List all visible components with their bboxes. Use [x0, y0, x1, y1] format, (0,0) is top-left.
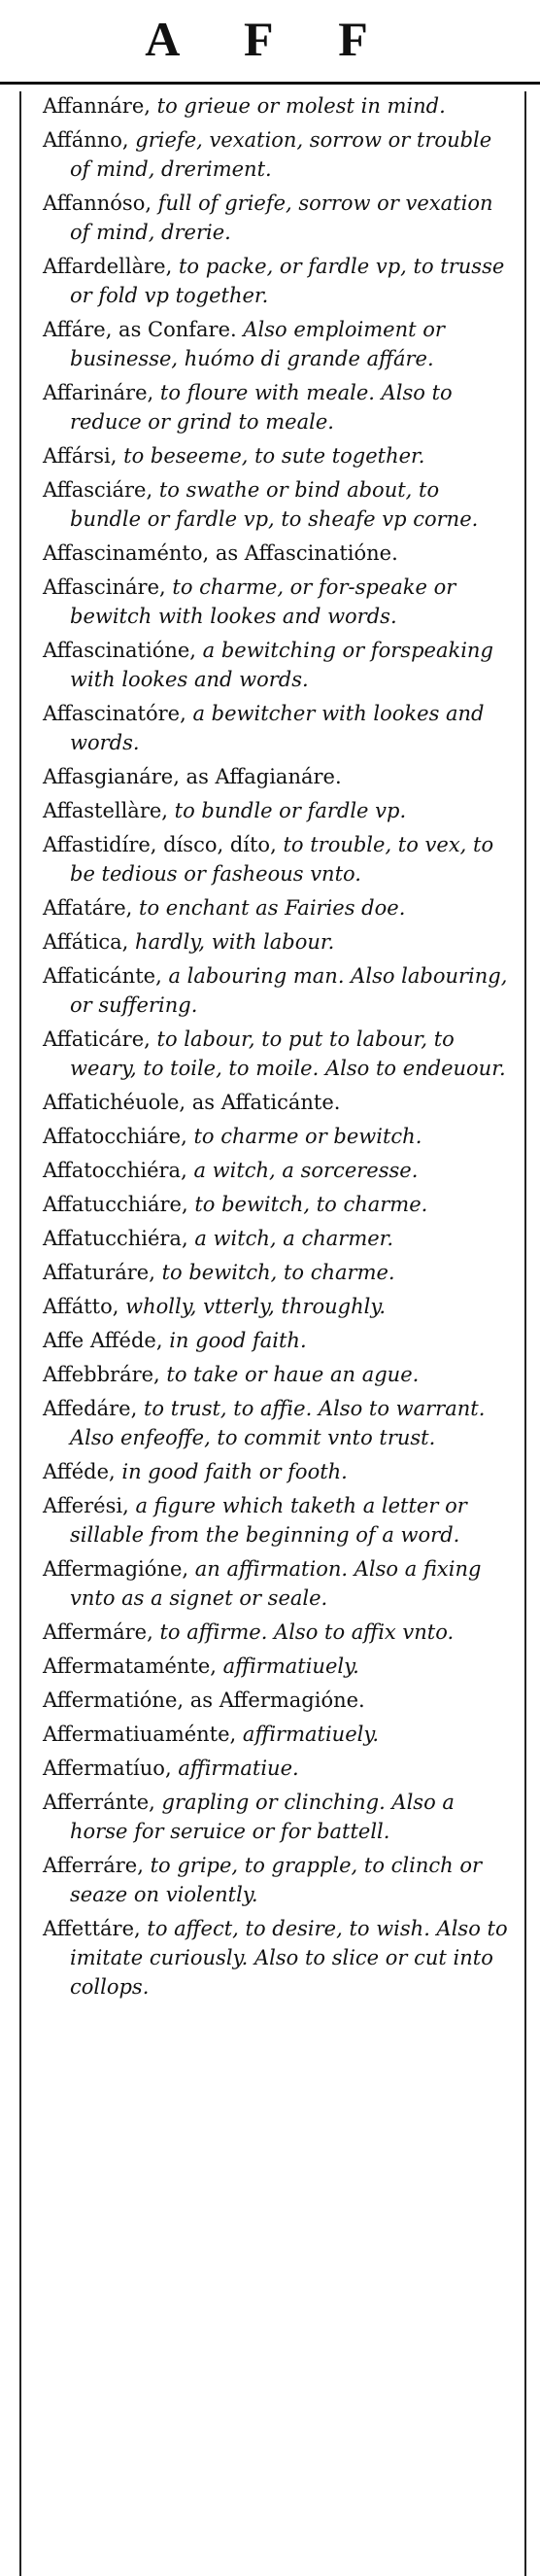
entry-definition: a witch, a charmer.: [194, 1227, 394, 1250]
dictionary-entry: [43, 1088, 515, 1117]
entry-headword: Affánno,: [43, 128, 129, 152]
entry-definition: a figure which taketh a letter or sillable from the beginning of a word.: [70, 1494, 467, 1547]
dictionary-column: [19, 91, 526, 2576]
dictionary-entry: [43, 189, 515, 247]
entry-headword: Affannóso,: [43, 191, 152, 215]
entry-definition: to grieue or molest in mind.: [156, 94, 446, 118]
dictionary-entry: [43, 1554, 515, 1613]
entry-definition: to take or haue an ague.: [166, 1363, 420, 1386]
dictionary-entry: [43, 1156, 515, 1185]
entry-definition: to bundle or fardle vp.: [174, 799, 407, 822]
dictionary-entry: [43, 796, 515, 825]
dictionary-entry: [43, 1190, 515, 1219]
entry-definition: to affirme. Also to affix vnto.: [159, 1620, 455, 1644]
entry-definition: in good faith.: [169, 1329, 307, 1352]
entry-headword: Affermatíuo,: [43, 1757, 172, 1780]
entry-headword: Affascinatóre,: [43, 702, 186, 725]
dictionary-entry: [43, 539, 515, 568]
dictionary-entry: [43, 252, 515, 310]
entry-headword: Affebbráre,: [43, 1363, 160, 1386]
entry-headword: Affaticánte,: [43, 964, 162, 988]
page-header: A F F: [145, 12, 395, 66]
entry-definition: a labouring man. Also labouring, or suffering.: [70, 964, 508, 1017]
dictionary-entry: [43, 1224, 515, 1253]
entry-definition: a bewitcher with lookes and words.: [70, 702, 485, 754]
entry-definition: to bewitch, to charme.: [194, 1193, 428, 1216]
entry-headword: Affascinatióne,: [43, 639, 196, 662]
entry-headword: Affatáre,: [43, 896, 133, 920]
entry-headword: Afferránte,: [43, 1791, 155, 1814]
dictionary-entry: [43, 1258, 515, 1287]
dictionary-entry: [43, 1122, 515, 1151]
entry-definition: affirmatiuely.: [242, 1723, 380, 1746]
entry-headword: Affaticáre,: [43, 1027, 151, 1051]
dictionary-entry: [43, 1686, 515, 1715]
entry-headword: Affatichéuole, as Affaticánte.: [43, 1091, 341, 1114]
entry-definition: to charme or bewitch.: [193, 1125, 422, 1148]
entry-definition: a witch, a sorceresse.: [193, 1159, 419, 1182]
entry-headword: Affasciáre,: [43, 478, 153, 502]
dictionary-entry: [43, 1491, 515, 1549]
entry-headword: Affannáre,: [43, 94, 151, 118]
entry-headword: Affaturáre,: [43, 1261, 155, 1284]
entry-headword: Affáre, as Confare.: [43, 318, 237, 341]
dictionary-entry: [43, 1851, 515, 1909]
dictionary-entry: [43, 1360, 515, 1389]
entry-headword: Affática,: [43, 930, 129, 954]
entry-definition: to labour, to put to labour, to weary, to toile, to moile. Also to endeuour.: [70, 1027, 506, 1080]
entry-definition: affirmatiue.: [178, 1757, 299, 1780]
entry-definition: to trust, to affie. Also to warrant. Also enfeoffe, to commit vnto trust.: [70, 1397, 486, 1449]
entry-definition: to charme, or for-speake or bewitch with lookes and words.: [70, 575, 456, 628]
entry-headword: Affatocchiéra,: [43, 1159, 187, 1182]
dictionary-entry: [43, 699, 515, 757]
entry-definition: to packe, or fardle vp, to trusse or fold vp together.: [70, 255, 505, 307]
dictionary-entry: [43, 1025, 515, 1083]
dictionary-entry: [43, 961, 515, 1020]
dictionary-entry: [43, 1652, 515, 1681]
entry-headword: Affardellàre,: [43, 255, 173, 278]
dictionary-entry: [43, 1394, 515, 1452]
entry-definition: wholly, vtterly, throughly.: [125, 1295, 387, 1318]
entry-definition: to floure with meale. Also to reduce or grind to meale.: [70, 381, 453, 434]
entry-headword: Affascináre,: [43, 575, 166, 599]
dictionary-entry: [43, 1914, 515, 2002]
entry-headword: Affatocchiáre,: [43, 1125, 187, 1148]
entry-definition: Also emploiment or businesse, huómo di grande affáre.: [70, 318, 445, 370]
dictionary-entry: [43, 893, 515, 922]
dictionary-entry: [43, 1754, 515, 1783]
entry-definition: griefe, vexation, sorrow or trouble of mind, dreriment.: [70, 128, 492, 181]
dictionary-entry: [43, 441, 515, 470]
dictionary-entry: [43, 1618, 515, 1647]
entry-definition: full of griefe, sorrow or vexation of mind, drerie.: [70, 191, 493, 244]
entry-definition: an affirmation. Also a fixing vnto as a signet or seale.: [70, 1557, 482, 1610]
dictionary-entry: [43, 1720, 515, 1749]
entry-headword: Afferráre,: [43, 1854, 144, 1877]
entry-definition: to gripe, to grapple, to clinch or seaze on violently.: [70, 1854, 483, 1906]
entry-definition: to enchant as Fairies doe.: [139, 896, 406, 920]
entry-definition: to trouble, to vex, to be tedious or fasheous vnto.: [70, 833, 494, 886]
entry-headword: Affátto,: [43, 1295, 119, 1318]
dictionary-entry: [43, 762, 515, 791]
dictionary-entry: [43, 636, 515, 694]
dictionary-entry: [43, 1326, 515, 1355]
dictionary-entry: [43, 315, 515, 373]
entry-definition: to swathe or bind about, to bundle or fardle vp, to sheafe vp corne.: [70, 478, 479, 531]
entry-definition: a bewitching or forspeaking with lookes and words.: [70, 639, 493, 691]
entry-definition: hardly, with labour.: [135, 930, 335, 954]
entry-headword: Affe Afféde,: [43, 1329, 163, 1352]
dictionary-entry: [43, 475, 515, 534]
entry-headword: Affascinaménto, as Affascinatióne.: [43, 541, 398, 565]
dictionary-entry: [43, 91, 515, 121]
entry-headword: Affatucchiéra,: [43, 1227, 188, 1250]
entry-headword: Affatucchiáre,: [43, 1193, 188, 1216]
dictionary-entry: [43, 1788, 515, 1846]
dictionary-entry: [43, 1292, 515, 1321]
entry-headword: Affettáre,: [43, 1917, 141, 1940]
dictionary-entry: [43, 378, 515, 436]
header-rule: [0, 82, 540, 85]
entry-headword: Affedáre,: [43, 1397, 138, 1420]
entry-definition: to beseeme, to sute together.: [123, 444, 425, 468]
entry-headword: Affastidíre, dísco, díto,: [43, 833, 277, 856]
entry-headword: Afferési,: [43, 1494, 129, 1517]
entry-headword: Affársi,: [43, 444, 118, 468]
entry-headword: Affermataménte,: [43, 1654, 217, 1678]
entry-headword: Affasgianáre, as Affagianáre.: [43, 765, 342, 788]
entry-headword: Affermagióne,: [43, 1557, 189, 1581]
entry-headword: Affarináre,: [43, 381, 154, 404]
entry-definition: grapling or clinching. Also a horse for seruice or for battell.: [70, 1791, 455, 1843]
entry-headword: Affermatióne, as Affermagióne.: [43, 1688, 365, 1712]
entry-definition: in good faith or footh.: [121, 1460, 348, 1483]
dictionary-entry: [43, 1457, 515, 1486]
dictionary-entry: [43, 125, 515, 184]
entry-headword: Affastellàre,: [43, 799, 168, 822]
dictionary-entry: [43, 830, 515, 888]
dictionary-entry: [43, 927, 515, 957]
entry-definition: to affect, to desire, to wish. Also to imitate curiously. Also to slice or cut into collops.: [70, 1917, 508, 1999]
dictionary-entry: [43, 573, 515, 631]
entry-headword: Afféde,: [43, 1460, 116, 1483]
entry-definition: to bewitch, to charme.: [161, 1261, 395, 1284]
entry-headword: Affermatiuaménte,: [43, 1723, 237, 1746]
entry-definition: affirmatiuely.: [222, 1654, 359, 1678]
entry-headword: Affermáre,: [43, 1620, 153, 1644]
